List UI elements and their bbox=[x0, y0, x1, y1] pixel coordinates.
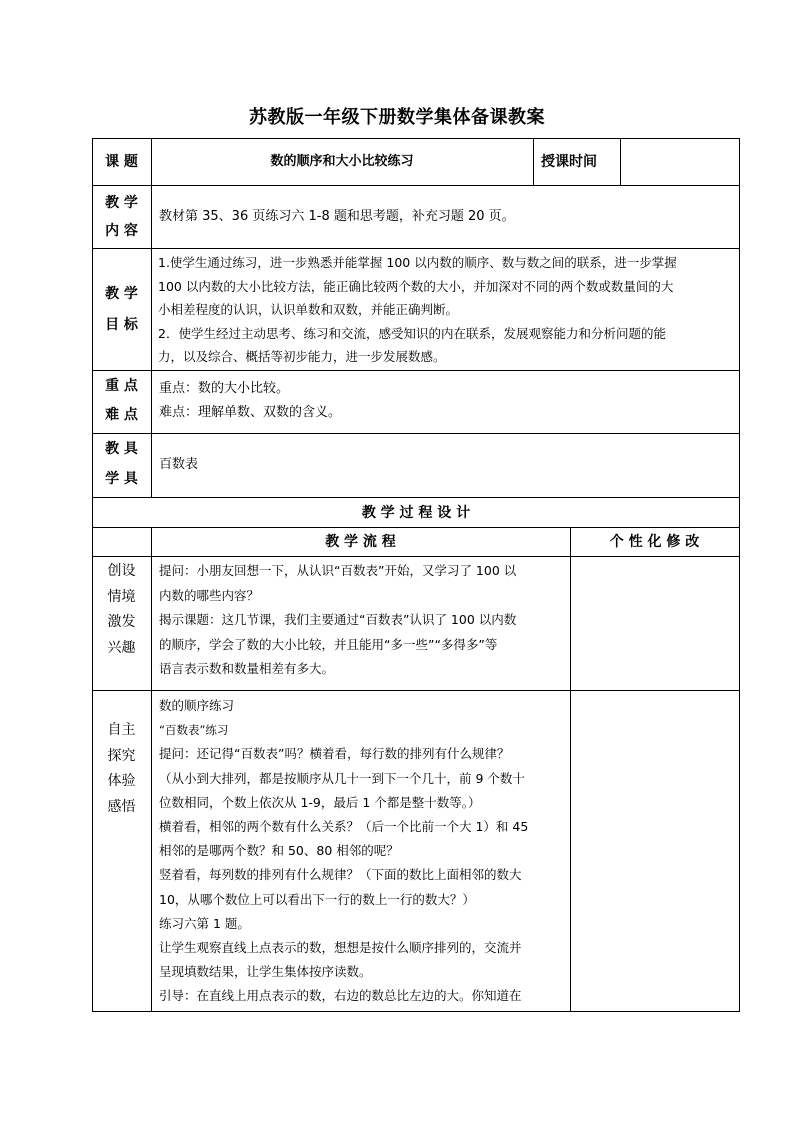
section2-line: 竖着看，每列数的排列有什么规律？（下面的数比上面相邻的数大 bbox=[159, 867, 522, 883]
section2-label-line: 体验 bbox=[107, 773, 136, 789]
content-label-line1: 教 学 bbox=[105, 195, 138, 211]
section2-label-line: 自主 bbox=[107, 722, 136, 738]
section1-line: 内数的哪些内容？ bbox=[159, 587, 260, 603]
key-point-line: 难点：理解单数、双数的含义。 bbox=[159, 405, 342, 420]
section1-line: 提问：小朋友回想一下，从认识“百数表”开始，又学习了 100 以 bbox=[159, 563, 517, 578]
topic-label: 课 题 bbox=[105, 154, 138, 170]
section2-text bbox=[159, 694, 569, 1009]
tools-label-line1: 教 具 bbox=[105, 441, 138, 457]
class-time-label: 授课时间 bbox=[541, 154, 597, 170]
key-label-line2: 难 点 bbox=[105, 407, 138, 423]
section2-line: 相邻的是哪两个数？和 50、80 相邻的呢？ bbox=[159, 843, 399, 859]
section2-line: 练习六第 1 题。 bbox=[159, 915, 250, 931]
section2-line: 10，从哪个数位上可以看出下一行的数上一行的数大？） bbox=[159, 891, 475, 907]
key-point-line: 重点：数的大小比较。 bbox=[159, 381, 290, 396]
section1-line: 的顺序，学会了数的大小比较，并且能用“多一些”“多得多”等 bbox=[159, 636, 498, 652]
section2-line: 让学生观察直线上点表示的数，想想是按什么顺序排列的，交流并 bbox=[159, 940, 522, 956]
topic-value: 数的顺序和大小比较练习 bbox=[270, 154, 414, 169]
tools-text: 百数表 bbox=[159, 457, 199, 472]
section1-label-line: 创设 bbox=[107, 563, 136, 579]
section1-line: 语言表示数和数量相差有多大。 bbox=[159, 661, 335, 676]
section2-line: 位数相同，个数上依次从 1-9，最后 1 个都是整十数等。） bbox=[159, 794, 481, 810]
section2-line: （从小到大排列，都是按顺序从几十一到下一个几十，前 9 个数十 bbox=[159, 770, 525, 786]
tools-label-line2: 学 具 bbox=[105, 471, 138, 487]
section2-line: 横着看，相邻的两个数有什么关系？（后一个比前一个大 1）和 45 bbox=[159, 819, 529, 835]
section2-line: 数的顺序练习 bbox=[159, 698, 235, 713]
section2-line: 引导：在直线上用点表示的数，右边的数总比左边的大。你知道在 bbox=[159, 988, 522, 1004]
section1-line: 揭示课题：这几节课，我们主要通过“百数表”认识了 100 以内数 bbox=[159, 612, 517, 627]
goals-line: 100 以内数的大小比较方法，能正确比较两个数的大小，并加深对不同的两个数或数量间的大 bbox=[158, 278, 674, 294]
goals-line: 1.使学生通过练习，进一步熟悉并能掌握 100 以内数的顺序、数与数之间的联系，进一步掌握 bbox=[158, 255, 677, 270]
section2-line: 呈现填数结果，让学生集体按序读数。 bbox=[159, 964, 372, 980]
section1-label-line: 激发 bbox=[107, 614, 136, 630]
goals-label-line2: 目 标 bbox=[105, 317, 138, 333]
process-header: 教 学 过 程 设 计 bbox=[361, 505, 471, 521]
section2-line: “百数表”练习 bbox=[159, 723, 229, 738]
flow-header: 教 学 流 程 bbox=[325, 534, 396, 550]
document-title: 苏教版一年级下册数学集体备课教案 bbox=[249, 107, 545, 128]
goals-text bbox=[158, 251, 738, 369]
section2-label-line: 感悟 bbox=[107, 798, 136, 815]
section1-label bbox=[92, 559, 151, 661]
section1-text bbox=[159, 559, 569, 682]
goals-line: 小相差程度的认识，认识单数和双数，并能正确判断。 bbox=[158, 302, 459, 317]
goals-line: 2．使学生经过主动思考、练习和交流，感受知识的内在联系，发展观察能力和分析问题的能 bbox=[158, 325, 666, 341]
goals-line: 力，以及综合、概括等初步能力，进一步发展数感。 bbox=[158, 349, 446, 364]
section2-line: 提问：还记得“百数表”吗？横着看，每行数的排列有什么规律？ bbox=[159, 746, 510, 762]
section1-label-line: 情境 bbox=[107, 588, 136, 605]
key-label-line1: 重 点 bbox=[105, 378, 138, 394]
modify-header: 个 性 化 修 改 bbox=[609, 534, 700, 550]
content-text: 教材第 35、36 页练习六 1-8 题和思考题，补充习题 20 页。 bbox=[159, 209, 515, 224]
section2-label bbox=[92, 718, 151, 820]
content-label-line2: 内 容 bbox=[105, 223, 138, 239]
goals-label-line1: 教 学 bbox=[105, 286, 138, 302]
key-points-text bbox=[159, 377, 734, 425]
section2-label-line: 探究 bbox=[107, 747, 136, 764]
section1-label-line: 兴趣 bbox=[107, 639, 136, 656]
